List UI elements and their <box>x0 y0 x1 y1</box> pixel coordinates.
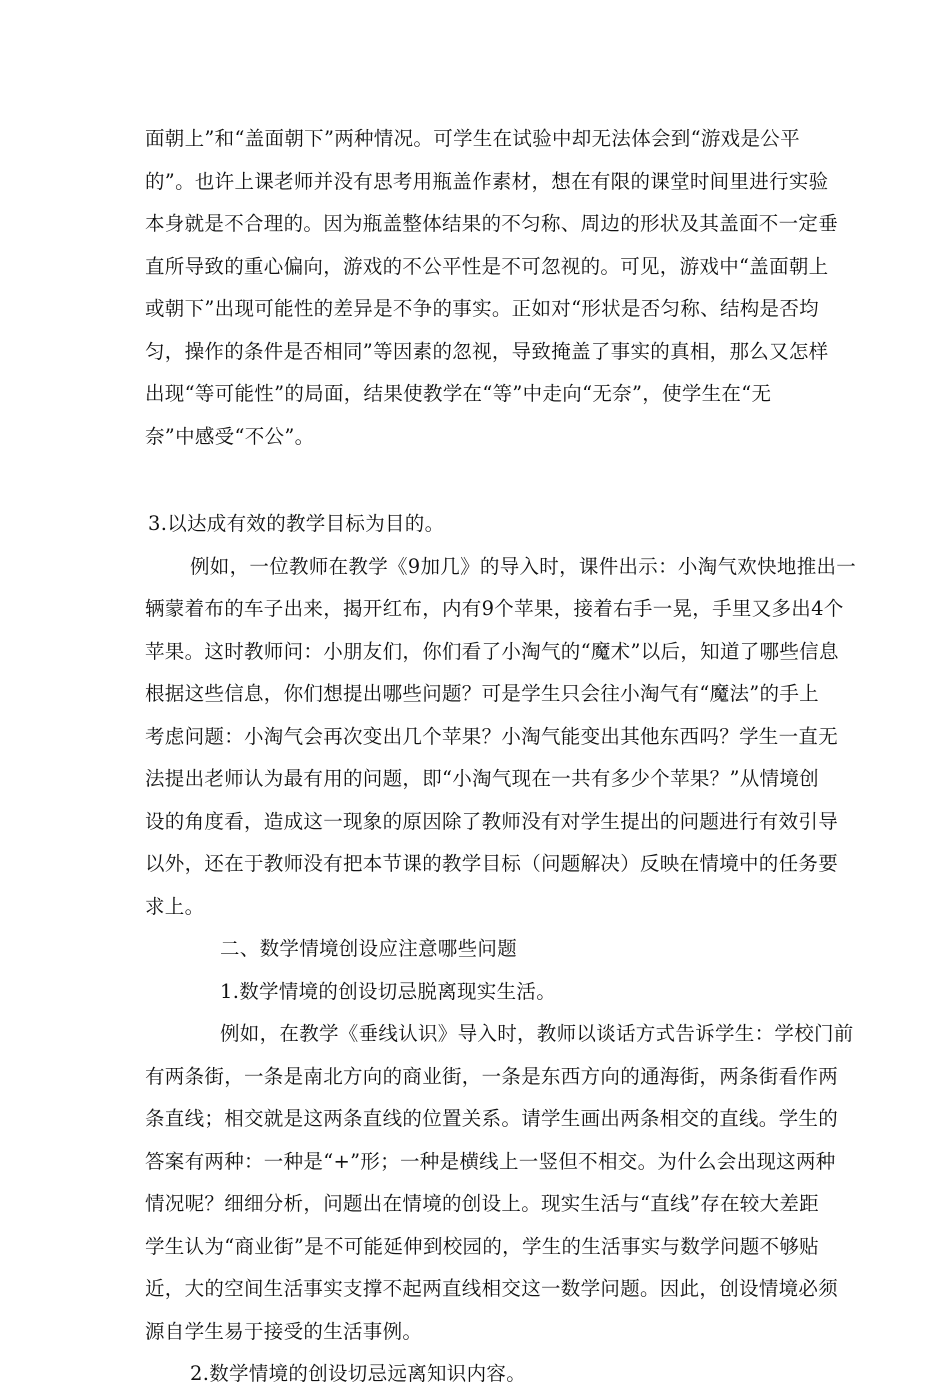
text-line: 出现“等可能性”的局面，结果使教学在“等”中走向“无奈”，使学生在“无 <box>145 382 772 405</box>
subsection-heading: 2.数学情境的创设切忌远离知识内容。 <box>190 1362 527 1385</box>
text-line: 根据这些信息，你们想提出哪些问题？可是学生只会往小淘气有“魔法”的手上 <box>145 682 819 705</box>
text-line: 奈”中感受“不公”。 <box>145 424 315 448</box>
text-line: 条直线；相交就是这两条直线的位置关系。请学生画出两条相交的直线。学生的 <box>145 1107 839 1130</box>
text-line: 例如，一位教师在教学《9加几》的导入时，课件出示：小淘气欢快地推出一 <box>190 554 857 578</box>
text-line: 直所导致的重心偏向，游戏的不公平性是不可忽视的。可见，游戏中“盖面朝上 <box>145 254 829 278</box>
text-line: 近，大的空间生活事实支撑不起两直线相交这一数学问题。因此，创设情境必须 <box>145 1277 839 1300</box>
text-line: 例如，在教学《垂线认识》导入时，教师以谈话方式告诉学生：学校门前 <box>220 1022 854 1045</box>
text-line: 的”。也许上课老师并没有思考用瓶盖作素材，想在有限的课堂时间里进行实验 <box>145 169 829 193</box>
text-line: 设的角度看，造成这一现象的原因除了教师没有对学生提出的问题进行有效引导 <box>145 809 839 833</box>
text-line: 以外，还在于教师没有把本节课的教学目标（问题解决）反映在情境中的任务要 <box>145 852 839 875</box>
text-line: 辆蒙着布的车子出来，揭开红布，内有9个苹果，接着右手一晃，手里又多出4个 <box>145 597 844 620</box>
subsection-heading: 1.数学情境的创设切忌脱离现实生活。 <box>220 979 557 1003</box>
section-heading: 二、数学情境创设应注意哪些问题 <box>220 937 518 960</box>
text-line: 答案有两种：一种是“+”形；一种是横线上一竖但不相交。为什么会出现这两种 <box>145 1149 836 1173</box>
text-line: 学生认为“商业街”是不可能延伸到校园的，学生的生活事实与数学问题不够贴 <box>145 1234 819 1258</box>
text-line: 面朝上”和“盖面朝下”两种情况。可学生在试验中却无法体会到“游戏是公平 <box>145 127 800 150</box>
text-line: 法提出老师认为最有用的问题，即“小淘气现在一共有多少个苹果？”从情境创 <box>145 767 819 790</box>
text-line: 求上。 <box>145 894 205 918</box>
text-line: 本身就是不合理的。因为瓶盖整体结果的不匀称、周边的形状及其盖面不一定垂 <box>145 212 839 235</box>
text-line: 源自学生易于接受的生活事例。 <box>145 1319 423 1343</box>
text-line: 考虑问题：小淘气会再次变出几个苹果？小淘气能变出其他东西吗？学生一直无 <box>145 724 839 748</box>
text-line: 有两条街，一条是南北方向的商业街，一条是东西方向的通海街，两条街看作两 <box>145 1064 839 1088</box>
text-line: 苹果。这时教师问：小朋友们，你们看了小淘气的“魔术”以后，知道了哪些信息 <box>145 639 839 663</box>
text-line: 或朝下”出现可能性的差异是不争的事实。正如对“形状是否匀称、结构是否均 <box>145 297 819 320</box>
text-line: 匀，操作的条件是否相同”等因素的忽视，导致掩盖了事实的真相，那么又怎样 <box>145 339 829 363</box>
section-heading: 3.以达成有效的教学目标为目的。 <box>148 512 445 535</box>
text-line: 情况呢？细细分析，问题出在情境的创设上。现实生活与“直线”存在较大差距 <box>145 1192 819 1215</box>
